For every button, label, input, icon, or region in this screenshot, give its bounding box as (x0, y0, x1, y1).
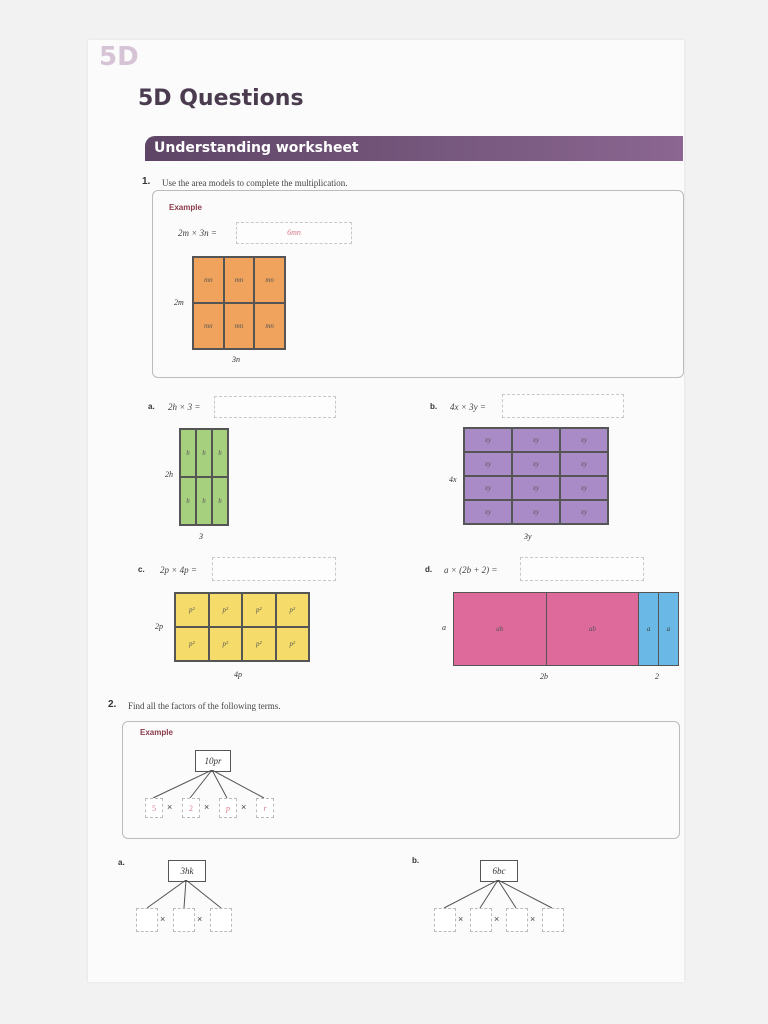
q1c-cell: p² (242, 627, 276, 661)
q1b-cell: xy (560, 428, 608, 452)
q2-text: Find all the factors of the following terms. (128, 701, 281, 711)
q1c-bottom-label: 4p (234, 670, 242, 679)
q1b-cell: xy (512, 476, 560, 500)
q1d-cell-ab-1: ab (454, 593, 547, 665)
q1c-side-label: 2p (155, 622, 163, 631)
section-banner (145, 136, 683, 161)
q1b-letter: b. (430, 402, 438, 411)
q1-number: 1. (142, 176, 151, 187)
q1a-cell: h (196, 477, 212, 525)
q1b-cell: xy (464, 428, 512, 452)
q1-example-cell: mn (254, 303, 285, 349)
q1c-cell: p² (276, 627, 310, 661)
q2-number: 2. (108, 699, 117, 710)
q1c-cell: p² (175, 627, 209, 661)
q2b-factor-box-4[interactable] (542, 908, 564, 932)
q1d-cell-a-1: a (639, 593, 659, 665)
q1d-bottom-right-label: 2 (655, 672, 659, 681)
q1-example-label: Example (169, 203, 202, 212)
q1c-letter: c. (138, 565, 145, 574)
q1-example-side-label: 2m (174, 298, 184, 307)
q1d-side-label: a (442, 623, 446, 632)
q2b-factor-box-2[interactable] (470, 908, 492, 932)
q1a-cell: h (212, 429, 228, 477)
q2b-factor-box-1[interactable] (434, 908, 456, 932)
q1-text: Use the area models to complete the multiplication. (162, 178, 348, 188)
q2b-letter: b. (412, 856, 420, 865)
q1-example-cell: mn (254, 257, 285, 303)
q1a-cell: h (180, 429, 196, 477)
q2-example-times-3: × (241, 802, 247, 812)
q2a-times-1: × (160, 914, 166, 924)
q1a-bottom-label: 3 (199, 532, 203, 541)
q1a-cell: h (180, 477, 196, 525)
q1d-equation: a × (2b + 2) = (444, 565, 498, 575)
q2-example-tree-lines (140, 770, 280, 800)
q1d-answer-box[interactable] (520, 557, 644, 581)
q1d-bottom-left-label: 2b (540, 672, 548, 681)
q1-example-area-model (192, 256, 286, 350)
q1c-cell: p² (209, 593, 243, 627)
q1-example-cell: mn (193, 303, 224, 349)
q1b-bottom-label: 3y (524, 532, 532, 541)
q1c-answer-box[interactable] (212, 557, 336, 581)
q1a-letter: a. (148, 402, 155, 411)
q2a-factor-box-2[interactable] (173, 908, 195, 932)
q1d-cell-a-2: a (659, 593, 678, 665)
q1b-cell: xy (512, 428, 560, 452)
q1-example-bottom-label: 3n (232, 355, 240, 364)
q1d-letter: d. (425, 565, 433, 574)
q1-example-equation: 2m × 3n = (178, 228, 217, 238)
chapter-tag: 5D (99, 42, 139, 72)
q1a-cell: h (212, 477, 228, 525)
q1c-cell: p² (209, 627, 243, 661)
q2a-tree-lines (130, 880, 240, 910)
q2-example-label: Example (140, 728, 173, 737)
page-title: 5D Questions (138, 86, 304, 111)
q2b-times-2: × (494, 914, 500, 924)
q1b-cell: xy (560, 452, 608, 476)
q2a-times-2: × (197, 914, 203, 924)
q2-example-factor-2: 2 (182, 798, 200, 818)
q2b-term: 6bc (480, 860, 518, 882)
q1a-side-label: 2h (165, 470, 173, 479)
q1c-cell: p² (276, 593, 310, 627)
q2-example-times-1: × (167, 802, 173, 812)
q1b-cell: xy (560, 476, 608, 500)
q1b-equation: 4x × 3y = (450, 402, 486, 412)
q2-example-factor-4: r (256, 798, 274, 818)
q2b-times-3: × (530, 914, 536, 924)
q1b-area-model (463, 427, 609, 525)
q1c-cell: p² (175, 593, 209, 627)
q2-example-factor-1: 5 (145, 798, 163, 818)
q1a-answer-box[interactable] (214, 396, 336, 418)
q1-example-cell: mn (224, 257, 255, 303)
q1b-side-label: 4x (449, 475, 457, 484)
q1a-area-model (179, 428, 229, 526)
q2a-factor-box-3[interactable] (210, 908, 232, 932)
q2b-times-1: × (458, 914, 464, 924)
q1d-area-model (453, 592, 679, 666)
q1b-cell: xy (512, 500, 560, 524)
q2-example-factor-3: p (219, 798, 237, 818)
q2-example-times-2: × (204, 802, 210, 812)
q1b-answer-box[interactable] (502, 394, 624, 418)
q2b-factor-box-3[interactable] (506, 908, 528, 932)
q1a-cell: h (196, 429, 212, 477)
q1-example-answer-box: 6mn (236, 222, 352, 244)
q2b-tree-lines (430, 880, 570, 910)
q1c-cell: p² (242, 593, 276, 627)
q2-example-term: 10pr (195, 750, 231, 772)
q1c-area-model (174, 592, 310, 662)
q1b-cell: xy (464, 452, 512, 476)
q1c-equation: 2p × 4p = (160, 565, 197, 575)
banner-title: Understanding worksheet (154, 140, 359, 156)
q1-example-cell: mn (224, 303, 255, 349)
q2a-letter: a. (118, 858, 125, 867)
q2a-term: 3hk (168, 860, 206, 882)
q1-example-cell: mn (193, 257, 224, 303)
q2a-factor-box-1[interactable] (136, 908, 158, 932)
q1b-cell: xy (464, 476, 512, 500)
q1d-cell-ab-2: ab (547, 593, 640, 665)
q1b-cell: xy (464, 500, 512, 524)
q1b-cell: xy (512, 452, 560, 476)
q1b-cell: xy (560, 500, 608, 524)
q1a-equation: 2h × 3 = (168, 402, 201, 412)
